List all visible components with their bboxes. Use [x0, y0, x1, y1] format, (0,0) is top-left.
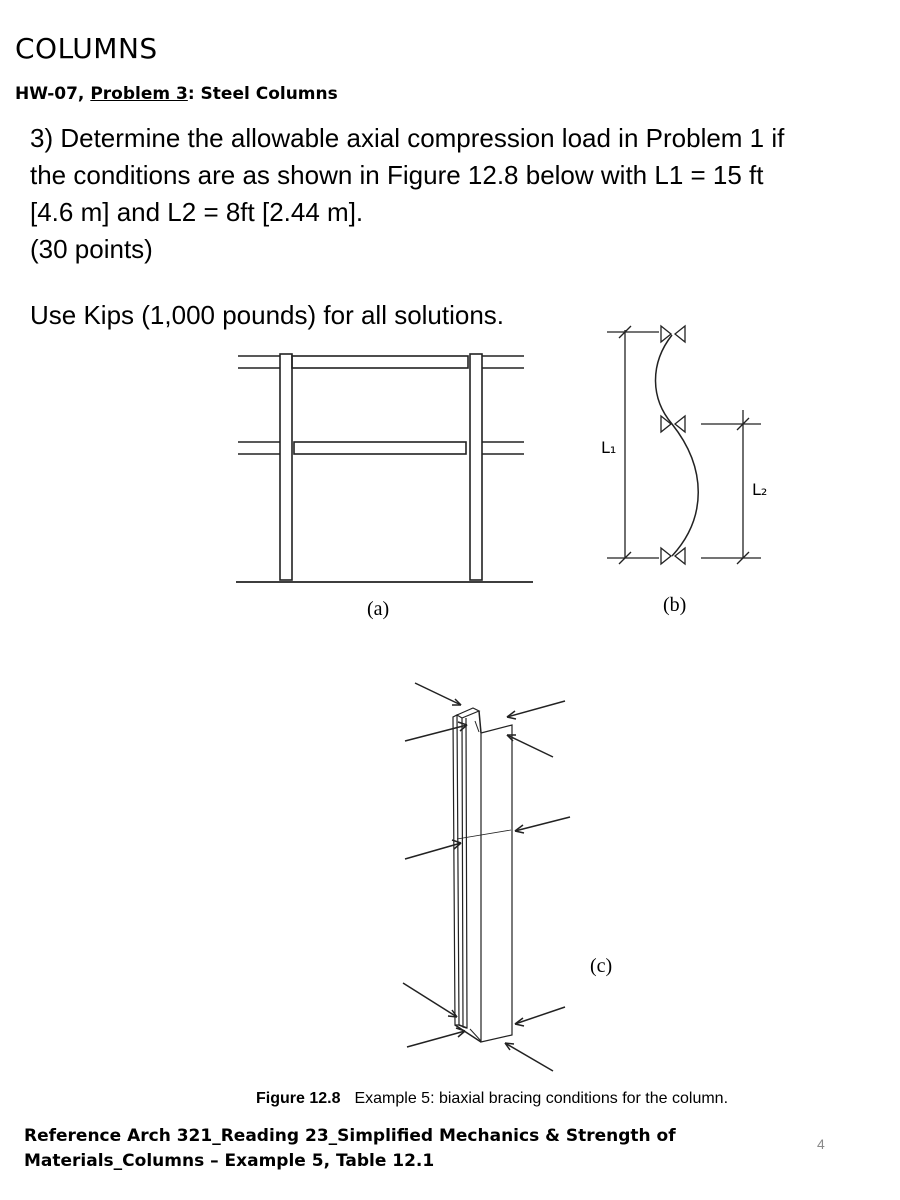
- page-subtitle: [15, 84, 338, 104]
- figure-a-label: (a): [367, 598, 390, 620]
- figure-c-label: (c): [590, 955, 613, 977]
- subtitle-prefix: HW-07,: [15, 84, 91, 104]
- problem-statement: [30, 120, 880, 268]
- page-title: COLUMNS: [15, 32, 158, 65]
- figure-caption-number: Figure 12.8: [256, 1090, 341, 1107]
- problem-link[interactable]: Problem 3: [90, 84, 188, 104]
- figure-caption-text: Example 5: biaxial bracing conditions for the column.: [354, 1090, 729, 1107]
- figure-a-frame-diagram: [230, 350, 540, 590]
- reference-line: Materials_Columns – Example 5, Table 12.1: [24, 1151, 435, 1171]
- problem-line: the conditions are as shown in Figure 12.8 below with L1 = 15 ft: [30, 160, 764, 190]
- reference-note: [24, 1124, 676, 1174]
- problem-line: [4.6 m] and L2 = 8ft [2.44 m].: [30, 197, 364, 227]
- figure-b-l1-label: L₁: [601, 438, 617, 457]
- problem-line: (30 points): [30, 234, 153, 264]
- figure-caption: [256, 1090, 728, 1108]
- figure-b-l2-label: L₂: [752, 480, 768, 499]
- figure-b-buckling-diagram: [595, 318, 770, 578]
- figure-c-isometric-column: [395, 675, 580, 1065]
- problem-line: 3) Determine the allowable axial compression load in Problem 1 if: [30, 123, 785, 153]
- units-note: Use Kips (1,000 pounds) for all solutions.: [30, 300, 505, 330]
- reference-line: Reference Arch 321_Reading 23_Simplified Mechanics & Strength of: [24, 1126, 676, 1146]
- subtitle-suffix: : Steel Columns: [187, 84, 338, 104]
- figure-b-label: (b): [663, 594, 687, 616]
- page-number: 4: [817, 1136, 825, 1152]
